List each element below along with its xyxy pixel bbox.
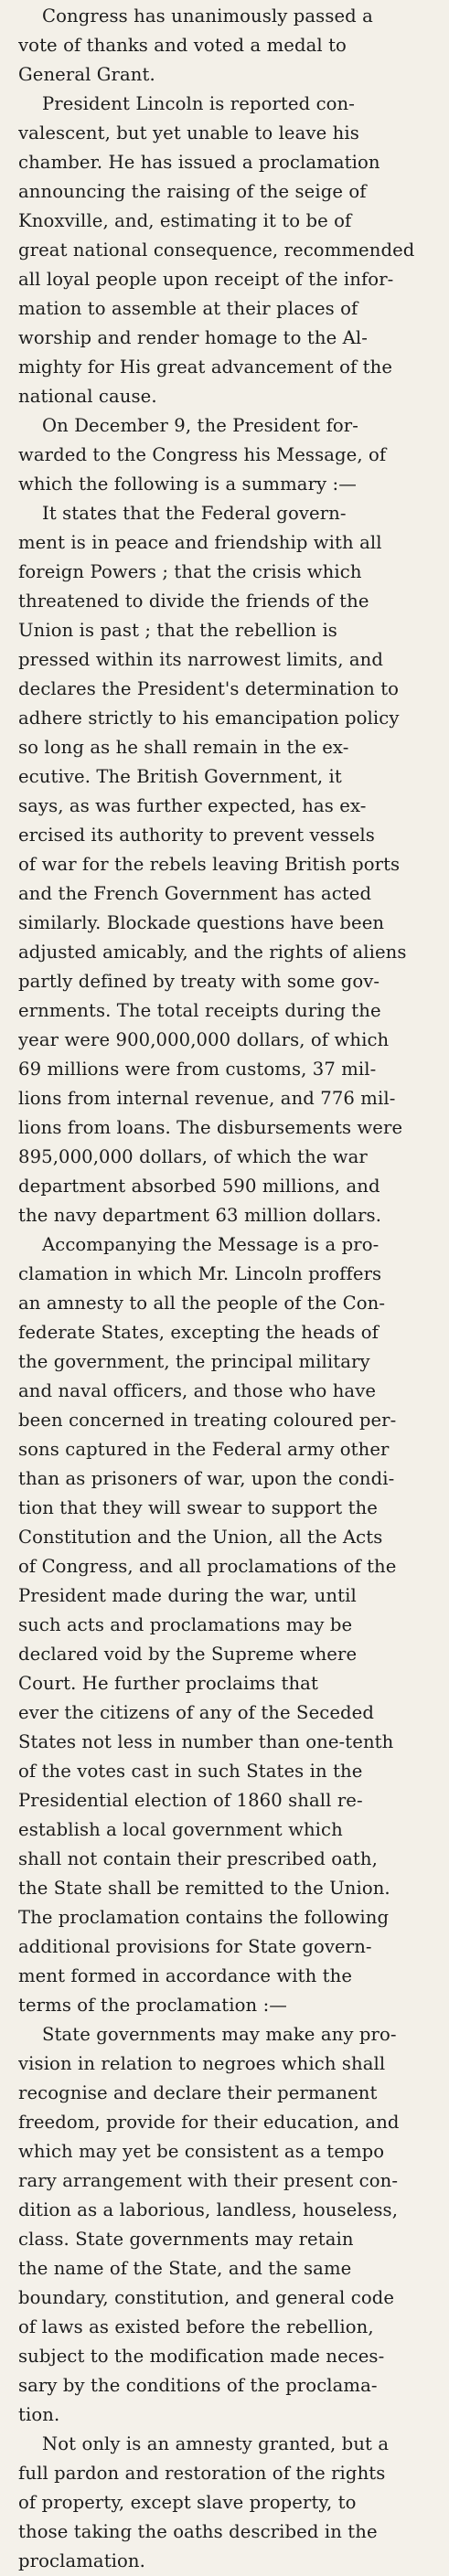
article-line: adjusted amicably, and the rights of aliens [18, 942, 407, 963]
article-line: sary by the conditions of the proclama- [18, 2375, 378, 2396]
article-line: warded to the Congress his Message, of [18, 444, 387, 465]
article-line: of the votes cast in such States in the [18, 1761, 363, 1782]
article-line: full pardon and restoration of the rights [18, 2463, 386, 2484]
article-line: terms of the proclamation :— [18, 1995, 287, 2016]
article-line: shall not contain their prescribed oath, [18, 1848, 378, 1869]
article-line: Accompanying the Message is a pro- [42, 1234, 380, 1255]
article-line: clamation in which Mr. Lincoln proffers [18, 1263, 382, 1284]
article-line: Union is past ; that the rebellion is [18, 620, 337, 641]
article-line: announcing the raising of the seige of [18, 181, 367, 202]
article-line: says, as was further expected, has ex- [18, 795, 367, 816]
article-line: the name of the State, and the same [18, 2258, 352, 2279]
article-line: of laws as existed before the rebellion, [18, 2316, 374, 2337]
article-line: an amnesty to all the people of the Con- [18, 1293, 386, 1314]
article-line: subject to the modification made neces- [18, 2346, 385, 2367]
article-line: of Congress, and all proclamations of the [18, 1556, 397, 1577]
article-line: It states that the Federal govern- [42, 503, 347, 524]
article-line: State governments may make any pro- [42, 2024, 397, 2045]
article-line: which may yet be consistent as a tempo [18, 2141, 385, 2162]
article-line: ever the citizens of any of the Seceded [18, 1702, 375, 1723]
article-line: establish a local government which [18, 1819, 343, 1840]
article-line: recognise and declare their permanent [18, 2082, 378, 2103]
article-line: Constitution and the Union, all the Acts [18, 1527, 383, 1548]
article-line: so long as he shall remain in the ex- [18, 737, 349, 758]
article-line: which the following is a summary :— [18, 474, 357, 495]
article-line: rary arrangement with their present con- [18, 2170, 399, 2191]
article-line: vote of thanks and voted a medal to [18, 35, 347, 56]
article-line: ecutive. The British Government, it [18, 766, 342, 787]
article-line: freedom, provide for their education, and [18, 2112, 400, 2133]
article-line: declares the President's determination to [18, 678, 400, 699]
article-line: dition as a laborious, landless, houseless, [18, 2199, 399, 2220]
article-line: and the French Government has acted [18, 883, 372, 904]
article-line: sons captured in the Federal army other [18, 1439, 390, 1460]
article-line: Presidential election of 1860 shall re- [18, 1790, 363, 1811]
article-line: great national consequence, recommended [18, 240, 415, 261]
article-line: vision in relation to negroes which shall [18, 2053, 386, 2074]
article-line: foreign Powers ; that the crisis which [18, 561, 362, 582]
article-line: valescent, but yet unable to leave his [18, 122, 359, 144]
article-line: Congress has unanimously passed a [42, 5, 373, 27]
article-line: than as prisoners of war, upon the condi- [18, 1468, 395, 1489]
article-line: the navy department 63 million dollars. [18, 1205, 382, 1226]
article-line: declared void by the Supreme where [18, 1644, 358, 1665]
article-line: ercised its authority to prevent vessels [18, 825, 375, 846]
article-line: the government, the principal military [18, 1351, 370, 1372]
article-line: department absorbed 590 millions, and [18, 1176, 380, 1197]
article-line: President made during the war, until [18, 1585, 357, 1606]
article-line: ment is in peace and friendship with all [18, 532, 382, 553]
article-line: Court. He further proclaims that [18, 1673, 318, 1694]
article-line: boundary, constitution, and general code [18, 2287, 395, 2308]
article-line: threatened to divide the friends of the [18, 591, 369, 612]
article-line: the State shall be remitted to the Union. [18, 1878, 390, 1899]
article-line: Knoxville, and, estimating it to be of [18, 210, 352, 231]
article-line: General Grant. [18, 64, 155, 85]
article-line: class. State governments may retain [18, 2229, 354, 2250]
article-line: lions from internal revenue, and 776 mil- [18, 1088, 396, 1109]
article-line: such acts and proclamations may be [18, 1614, 353, 1635]
article-line: those taking the oaths described in the [18, 2521, 378, 2542]
article-line: additional provisions for State govern- [18, 1936, 372, 1957]
article-line: tion. [18, 2404, 60, 2425]
article-line: mation to assemble at their places of [18, 298, 358, 319]
article-line: mighty for His great advancement of the [18, 357, 393, 378]
article-line: chamber. He has issued a proclamation [18, 152, 380, 173]
article-line: ment formed in accordance with the [18, 1965, 353, 1986]
article-line: and naval officers, and those who have [18, 1380, 377, 1401]
article-line: ernments. The total receipts during the [18, 1000, 381, 1021]
article-line: President Lincoln is reported con- [42, 93, 355, 114]
article-line: On December 9, the President for- [42, 415, 358, 436]
article-line: 69 millions were from customs, 37 mil- [18, 1059, 377, 1080]
article-line: worship and render homage to the Al- [18, 327, 368, 348]
article-line: all loyal people upon receipt of the infor- [18, 269, 394, 290]
article-line: proclamation. [18, 2550, 145, 2571]
article-line: been concerned in treating coloured per- [18, 1410, 397, 1431]
article-line: Not only is an amnesty granted, but a [42, 2433, 390, 2454]
article-line: tion that they will swear to support the [18, 1497, 378, 1518]
article-line: national cause. [18, 386, 157, 407]
article-line: lions from loans. The disbursements were [18, 1117, 403, 1138]
article-line: The proclamation contains the following [18, 1907, 390, 1928]
article-line: 895,000,000 dollars, of which the war [18, 1146, 368, 1167]
article-line: partly defined by treaty with some gov- [18, 971, 380, 992]
article-line: federate States, excepting the heads of [18, 1322, 379, 1343]
article-line: similarly. Blockade questions have been [18, 912, 385, 933]
article-line: year were 900,000,000 dollars, of which [18, 1029, 390, 1050]
article-line: States not less in number than one-tenth [18, 1731, 394, 1752]
article-line: of property, except slave property, to [18, 2492, 357, 2513]
article-line: of war for the rebels leaving British ports [18, 854, 401, 875]
article-line: pressed within its narrowest limits, and [18, 649, 384, 670]
article-line: adhere strictly to his emancipation policy [18, 708, 400, 729]
